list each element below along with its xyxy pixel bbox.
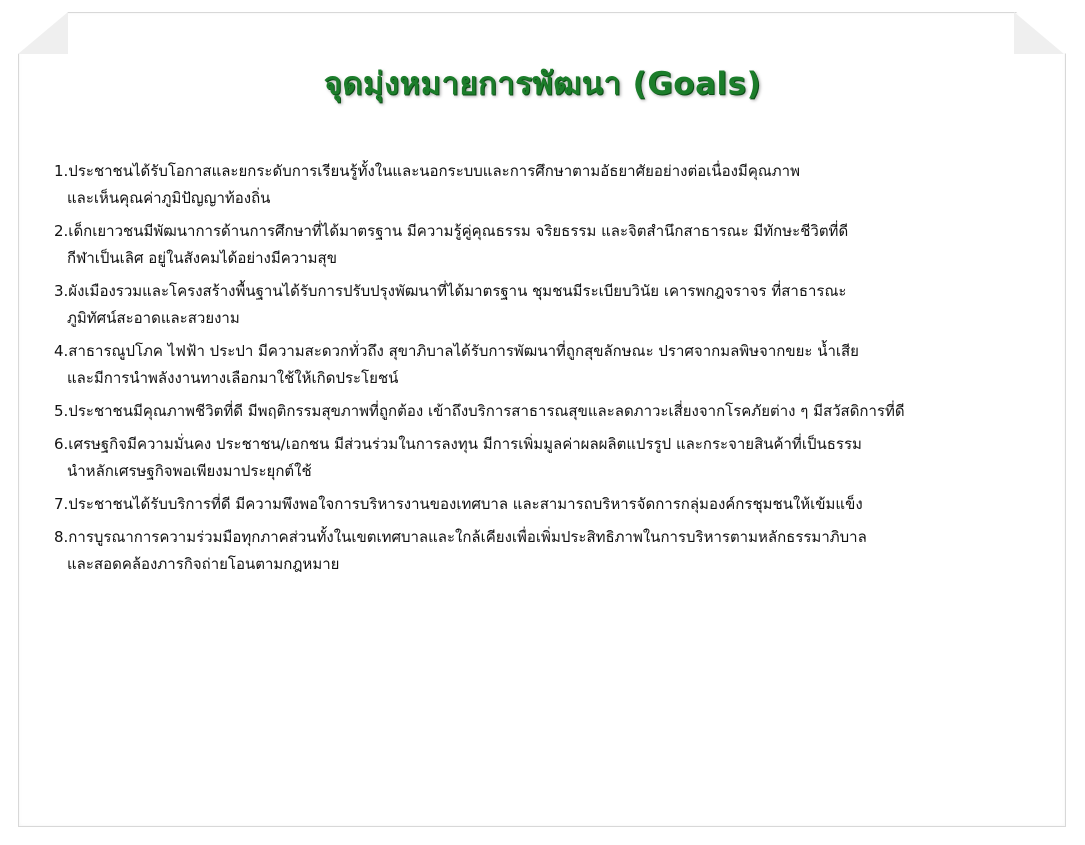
goal-line: 5.ประชาชนมีคุณภาพชีวิตที่ดี มีพฤติกรรมสุขภาพที่ถูกต้อง เข้าถึงบริการสาธารณสุขและลดภาวะเสี่ยงจากโรคภัยต่าง ๆ มีสวัสดิการที่ดี	[54, 402, 905, 420]
folded-corner-left	[18, 12, 68, 54]
goal-item-6	[54, 431, 1054, 485]
goal-item-3	[54, 278, 1054, 332]
goal-item-2	[54, 218, 1054, 272]
goal-item-1	[54, 158, 1054, 212]
goal-line-continuation: และเห็นคุณค่าภูมิปัญญาท้องถิ่น	[67, 189, 271, 207]
folded-corner-right	[1014, 12, 1064, 54]
goal-item-5	[54, 398, 1054, 425]
goal-line: 6.เศรษฐกิจมีความมั่นคง ประชาชน/เอกชน มีส่วนร่วมในการลงทุน มีการเพิ่มมูลค่าผลผลิตแปรรูป และกระจายสินค้าที่เป็นธรรม	[54, 435, 862, 453]
goal-line: 8.การบูรณาการความร่วมมือทุกภาคส่วนทั้งในเขตเทศบาลและใกล้เคียงเพื่อเพิ่มประสิทธิภาพในการบริหารตามหลักธรรมาภิบาล	[54, 528, 867, 546]
goals-list	[54, 158, 1054, 584]
goal-line-continuation: และมีการนำพลังงานทางเลือกมาใช้ให้เกิดประโยชน์	[67, 369, 399, 387]
goal-item-8	[54, 524, 1054, 578]
goal-line-continuation: นำหลักเศรษฐกิจพอเพียงมาประยุกต์ใช้	[67, 462, 312, 480]
page-title: จุดมุ่งหมายการพัฒนา (Goals)	[323, 66, 762, 102]
goal-line: 3.ผังเมืองรวมและโครงสร้างพื้นฐานได้รับการปรับปรุงพัฒนาที่ได้มาตรฐาน ชุมชนมีระเบียบวินัย เคารพกฎจราจร ที่สาธารณะ	[54, 282, 847, 300]
goal-line: 4.สาธารณูปโภค ไฟฟ้า ประปา มีความสะดวกทั่วถึง สุขาภิบาลได้รับการพัฒนาที่ถูกสุขลักษณะ ปราศจากมลพิษจากขยะ น้ำเสีย	[54, 342, 859, 360]
goal-line: 1.ประชาชนได้รับโอกาสและยกระดับการเรียนรู้ทั้งในและนอกระบบและการศึกษาตามอัธยาศัยอย่างต่อเนื่องมีคุณภาพ	[54, 162, 800, 180]
goal-line-continuation: กีฬาเป็นเลิศ อยู่ในสังคมได้อย่างมีความสุข	[67, 249, 337, 267]
goal-item-4	[54, 338, 1054, 392]
goal-line: 7.ประชาชนได้รับบริการที่ดี มีความพึงพอใจการบริหารงานของเทศบาล และสามารถบริหารจัดการกลุ่มองค์กรชุมชนให้เข้มแข็ง	[54, 495, 863, 513]
goal-item-7	[54, 491, 1054, 518]
goal-line-continuation: ภูมิทัศน์สะอาดและสวยงาม	[67, 309, 240, 327]
goal-line: 2.เด็กเยาวชนมีพัฒนาการด้านการศึกษาที่ได้มาตรฐาน มีความรู้คู่คุณธรรม จริยธรรม และจิตสำนึกสาธารณะ มีทักษะชีวิตที่ดี	[54, 222, 849, 240]
goal-line-continuation: และสอดคล้องภารกิจถ่ายโอนตามกฎหมาย	[67, 555, 340, 573]
